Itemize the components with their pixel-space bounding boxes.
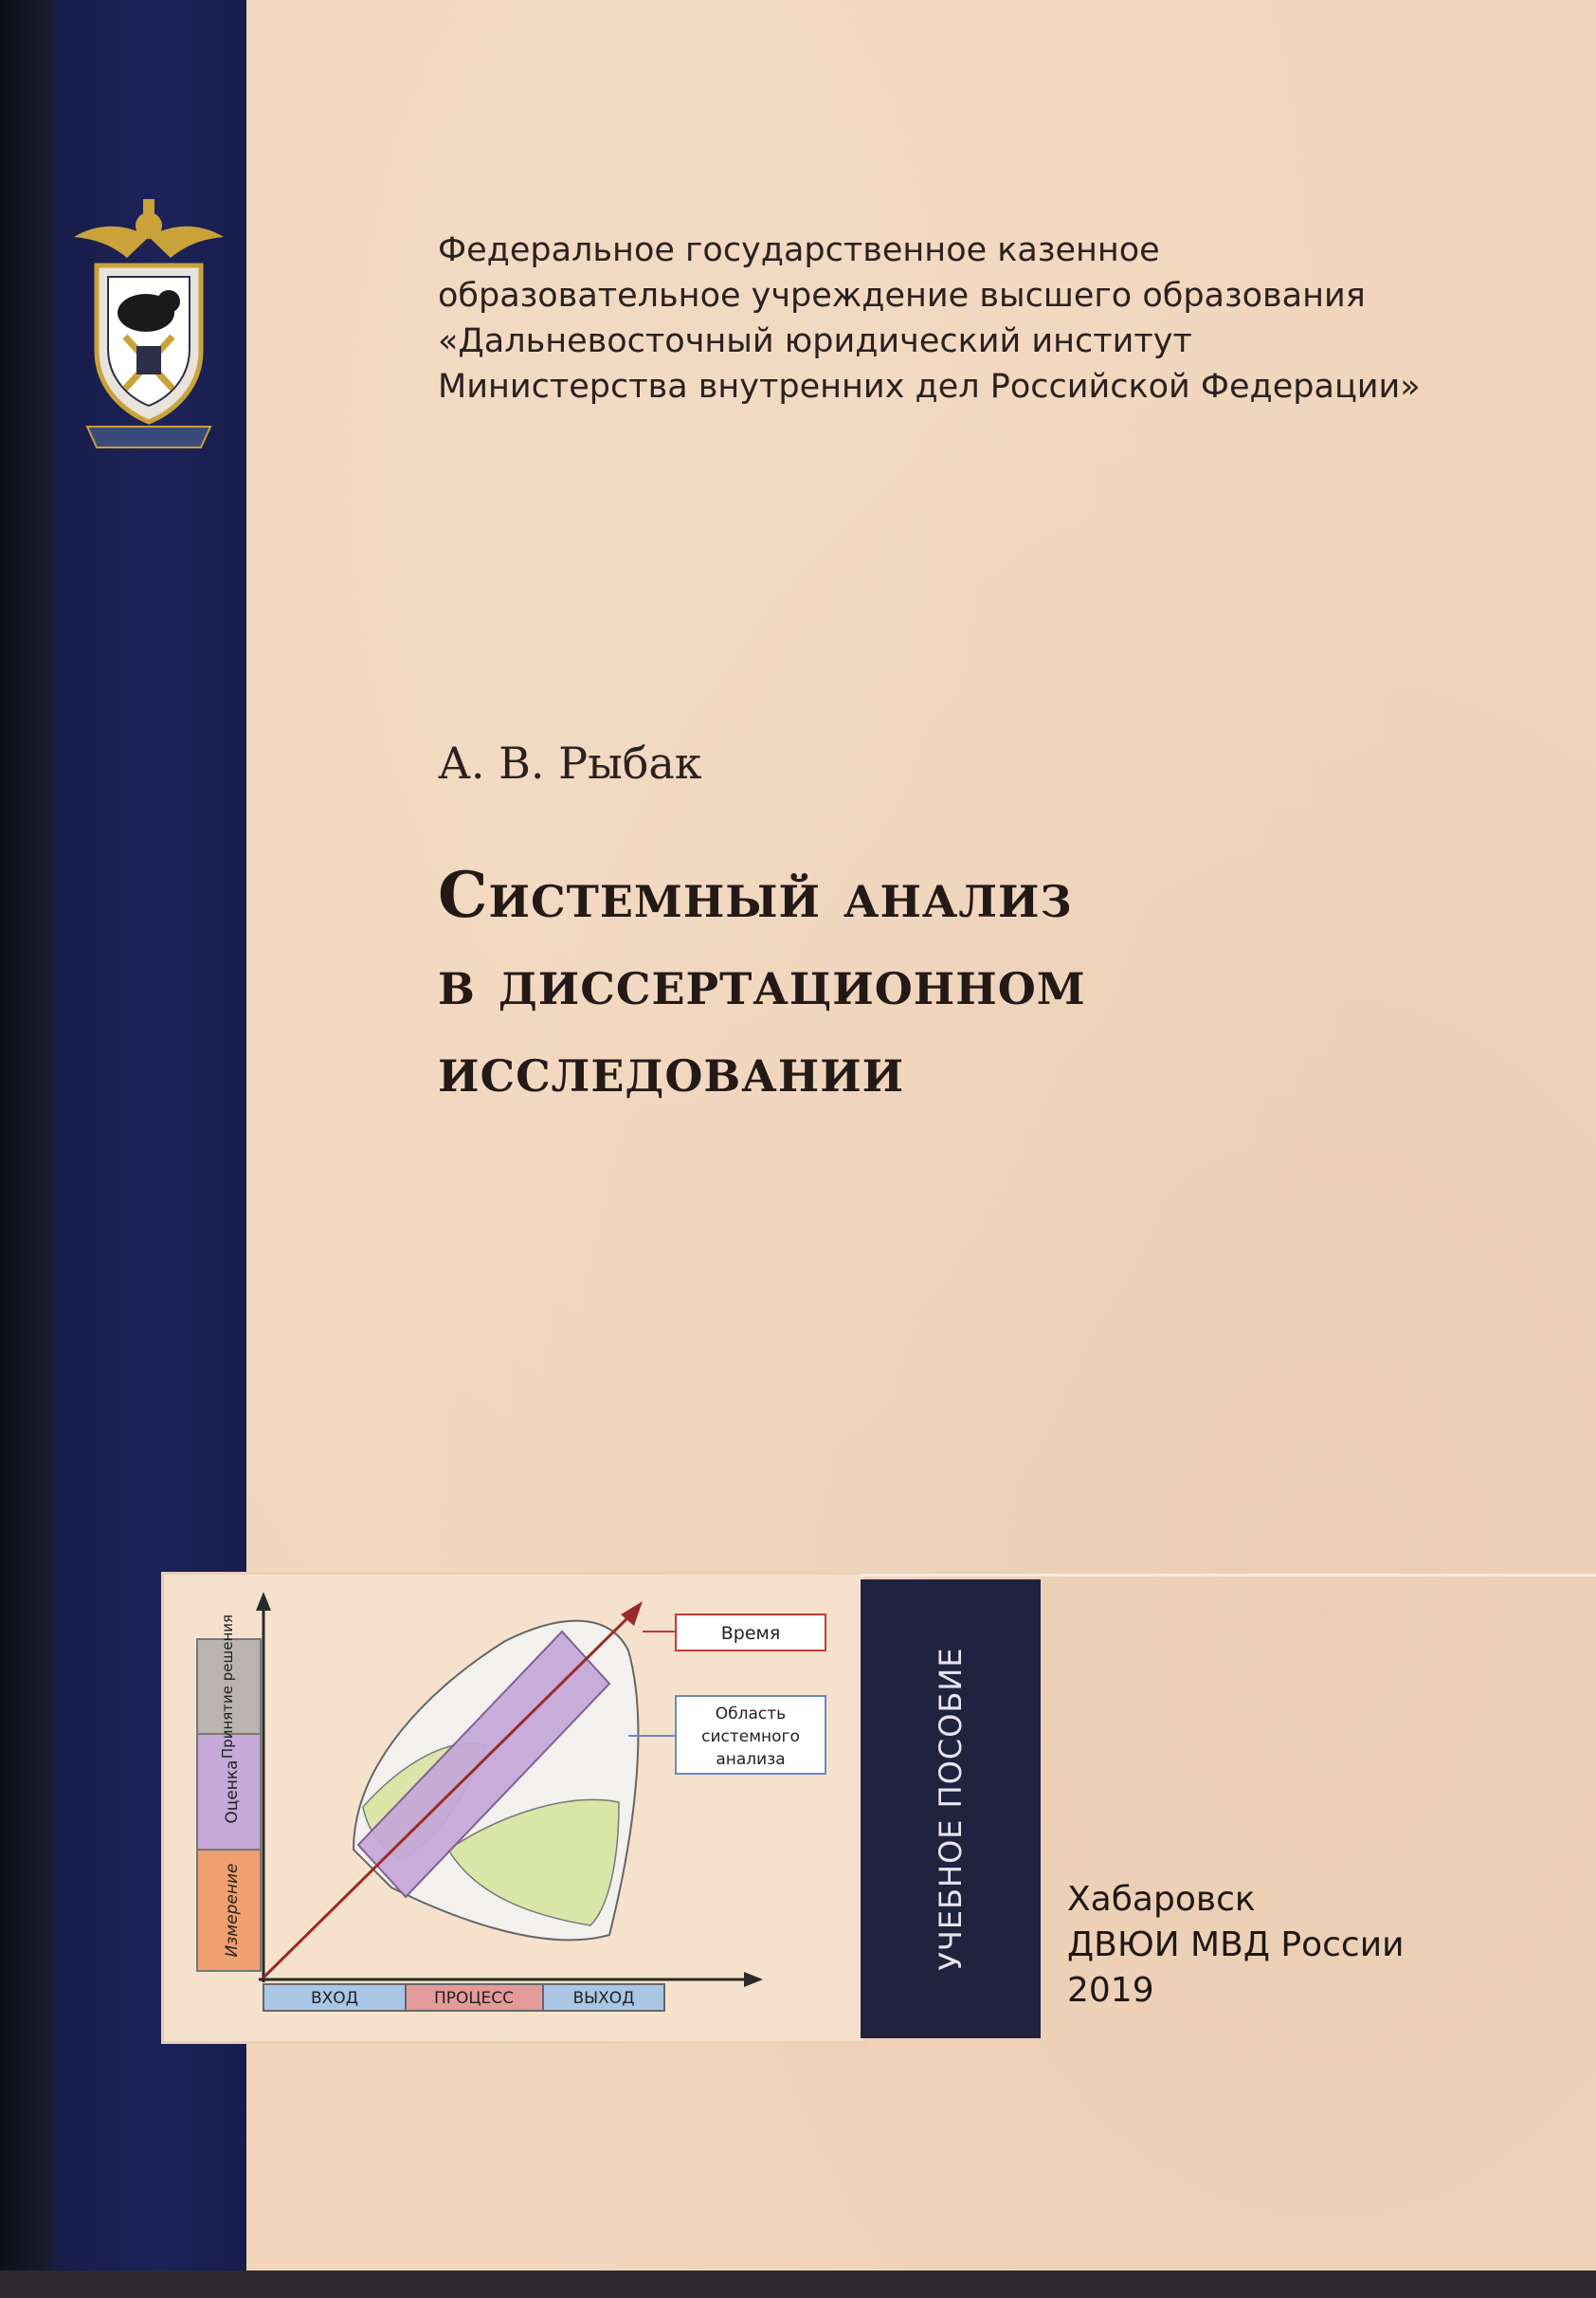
- cover-bottom-edge: [0, 2271, 1596, 2298]
- title-line: в диссертационном: [438, 945, 1086, 1019]
- area-label-line: Область: [715, 1705, 787, 1724]
- institution-line: Министерства внутренних дел Российской Федерации»: [438, 368, 1421, 406]
- x-segment-label-1: ПРОЦЕСС: [433, 1989, 515, 2008]
- book-title: [438, 851, 1528, 1113]
- time-label: Время: [720, 1623, 781, 1644]
- imprint: [1067, 1877, 1405, 2014]
- imprint-city: Хабаровск: [1067, 1880, 1256, 1919]
- y-segment-label-2: Принятие решения: [219, 1614, 236, 1760]
- institution-line: образовательное учреждение высшего образования: [438, 277, 1366, 315]
- imprint-year: 2019: [1067, 1971, 1154, 2010]
- author-name: А. В. Рыбак: [438, 738, 702, 789]
- institution-name: [438, 228, 1556, 410]
- y-segment-label-1: Оценка: [223, 1760, 242, 1824]
- cover-illustration: [161, 1572, 866, 2044]
- y-segment-label-0: Измерение: [223, 1863, 242, 1958]
- x-segment-label-2: ВЫХОД: [572, 1989, 635, 2008]
- imprint-publisher: ДВЮИ МВД России: [1067, 1925, 1405, 1964]
- title-line: Системный анализ: [438, 858, 1073, 932]
- area-label-line: системного: [701, 1727, 800, 1746]
- x-segment-label-0: ВХОД: [311, 1989, 358, 2008]
- title-line: исследовании: [438, 1032, 905, 1106]
- institution-line: Федеральное государственное казенное: [438, 231, 1160, 269]
- cover-edge: [0, 0, 52, 2298]
- genre-label: УЧЕБНОЕ ПОСОБИЕ: [933, 1647, 969, 1971]
- area-label-line: анализа: [716, 1750, 786, 1769]
- genre-panel: [861, 1579, 1041, 2038]
- emblem-icon: [68, 171, 229, 455]
- divider-line: [861, 1574, 1596, 1577]
- institution-line: «Дальневосточный юридический институт: [438, 322, 1192, 360]
